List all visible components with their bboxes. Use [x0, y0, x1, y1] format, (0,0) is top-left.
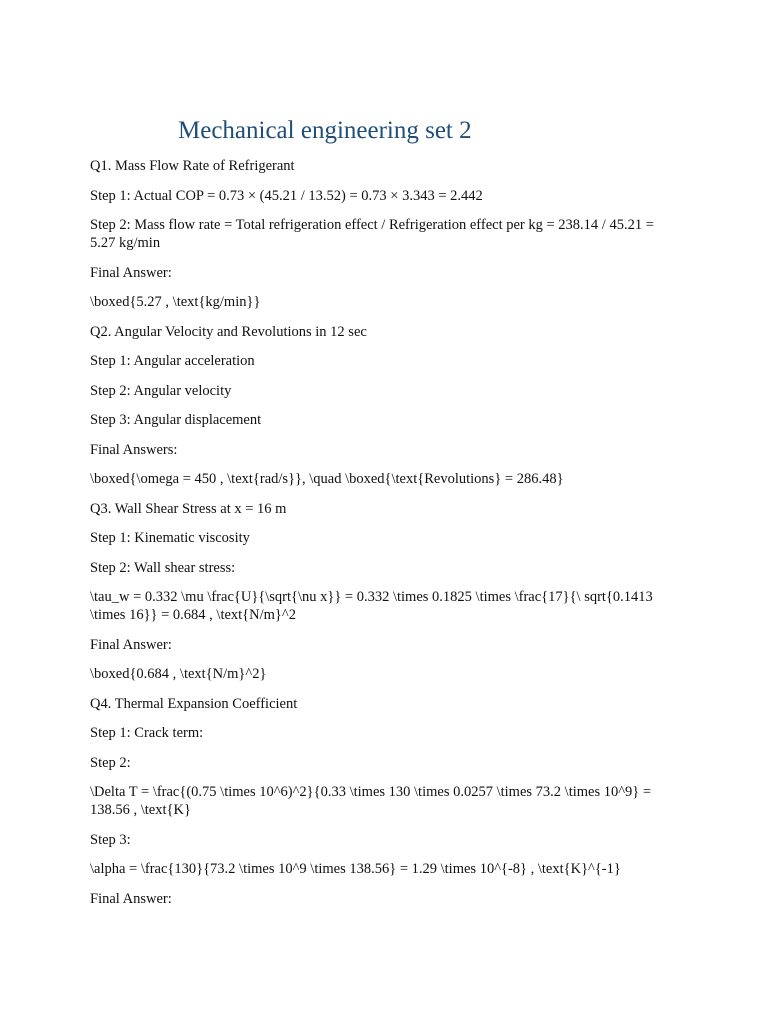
q1-step-1: Step 1: Actual COP = 0.73 × (45.21 / 13.52) = 0.73 × 3.343 = 2.442: [90, 187, 483, 204]
q3-equation: \tau_w = 0.332 \mu \frac{U}{\sqrt{\nu x}} = 0.332 \times 0.1825 \times \frac{17}{\ sqrt{0.1413 \times 16}} = 0.684 , \text{N/m}^2: [90, 589, 653, 623]
q2-step-3: Step 3: Angular displacement: [90, 412, 262, 428]
q1-final-answer-label: Final Answer:: [90, 264, 172, 281]
document-title: Mechanical engineering set 2: [178, 117, 472, 144]
q3-step-2: Step 2: Wall shear stress:: [90, 559, 236, 576]
q4-step-3: Step 3:: [90, 831, 131, 848]
q4-step-3-equation: \alpha = \frac{130}{73.2 \times 10^9 \times 138.56} = 1.29 \times 10^{-8} , \text{K}^{-1}: [90, 861, 621, 877]
q2-step-1: Step 1: Angular acceleration: [90, 353, 255, 369]
q3-heading: Q3. Wall Shear Stress at x = 16 m: [90, 500, 287, 517]
q4-step-2: Step 2:: [90, 754, 131, 771]
q3-final-answer: \boxed{0.684 , \text{N/m}^2}: [90, 666, 267, 682]
q4-step-1: Step 1: Crack term:: [90, 725, 204, 741]
q2-step-2: Step 2: Angular velocity: [90, 382, 232, 399]
document-body: [90, 157, 680, 919]
q3-final-answer-label: Final Answer:: [90, 636, 172, 653]
q2-heading: Q2. Angular Velocity and Revolutions in 12 sec: [90, 323, 367, 340]
q2-final-answers-label: Final Answers:: [90, 441, 178, 458]
q3-step-1: Step 1: Kinematic viscosity: [90, 530, 250, 546]
q1-step-2: Step 2: Mass flow rate = Total refrigeration effect / Refrigeration effect per kg = 238.14 / 45.21 = 5.27 kg/min: [90, 217, 654, 251]
q1-heading: Q1. Mass Flow Rate of Refrigerant: [90, 158, 295, 174]
q4-step-2-equation: \Delta T = \frac{(0.75 \times 10^6)^2}{0.33 \times 130 \times 0.0257 \times 73.2 \times 10^9} = 138.56 , \text{K}: [90, 784, 652, 818]
q4-final-answer-label: Final Answer:: [90, 890, 172, 907]
q2-final-answers: \boxed{\omega = 450 , \text{rad/s}}, \quad \boxed{\text{Revolutions} = 286.48}: [90, 471, 564, 487]
q1-final-answer: \boxed{5.27 , \text{kg/min}}: [90, 294, 261, 310]
q4-heading: Q4. Thermal Expansion Coefficient: [90, 695, 298, 712]
